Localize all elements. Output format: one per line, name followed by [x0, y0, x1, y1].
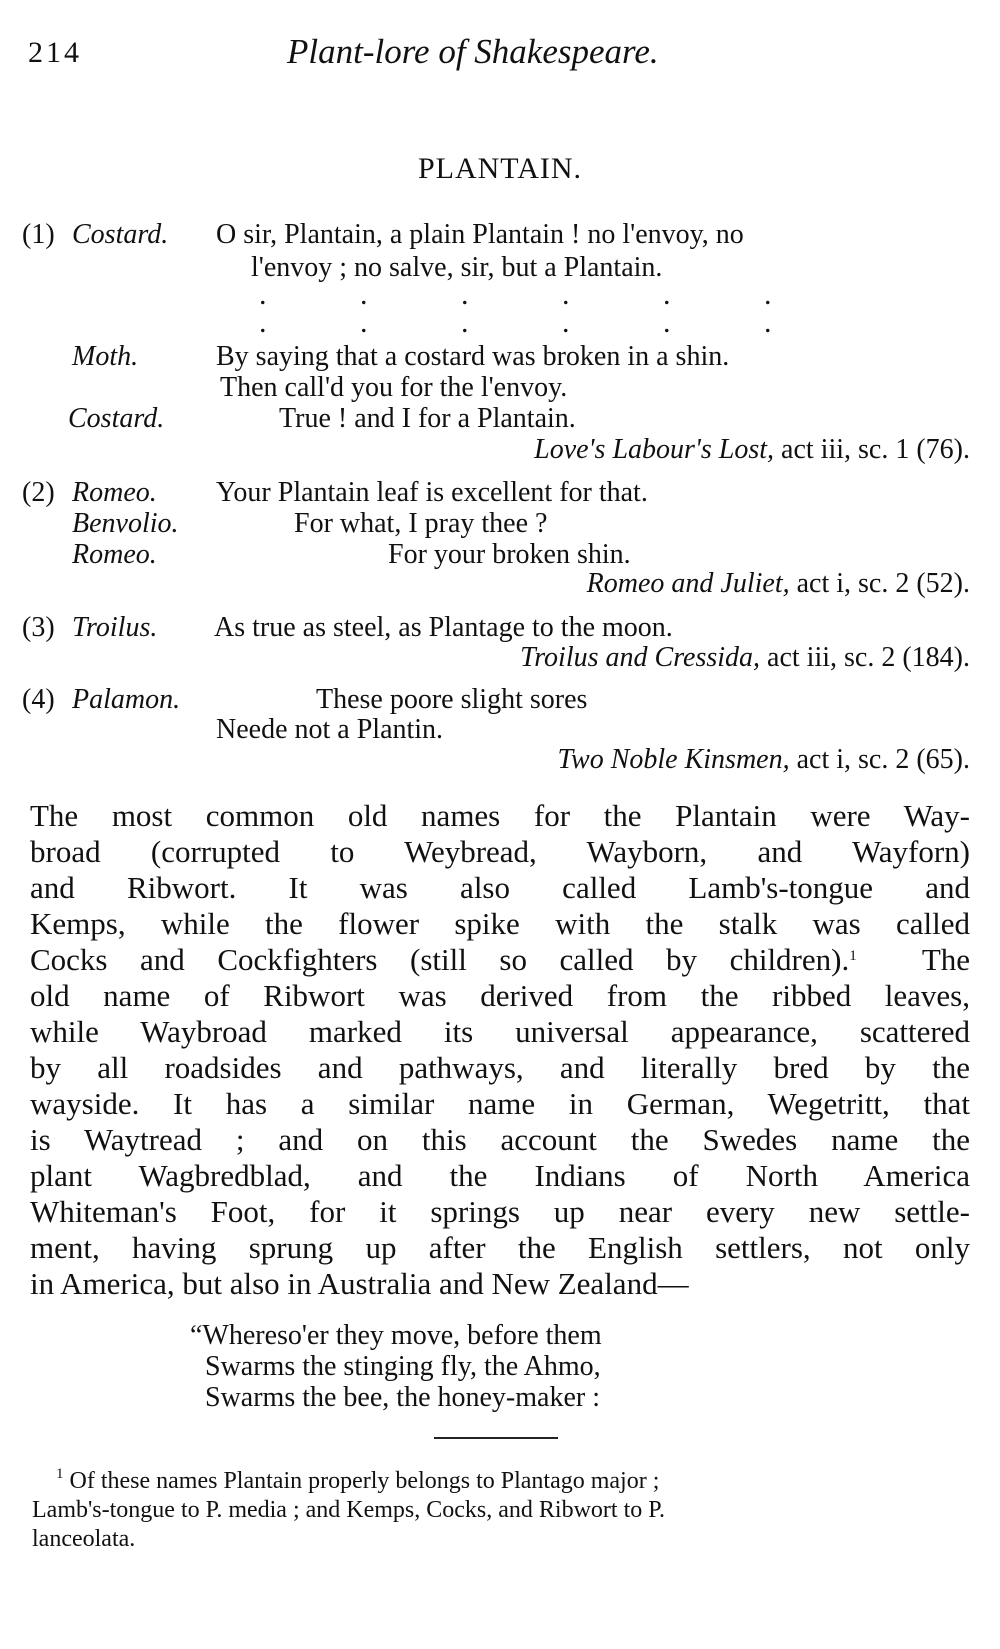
quote-source [587, 568, 970, 600]
quote-line: For your broken shin. [388, 539, 631, 570]
quote-number: (2) [22, 477, 55, 508]
source-ref: act i, sc. 2 (52). [796, 568, 970, 599]
footnote-line [56, 1467, 659, 1495]
quote-line: For what, I pray thee ? [294, 508, 548, 539]
verse-line: “Whereso'er they move, before them [190, 1320, 602, 1351]
quote-line: True ! and I for a Plantain. [279, 403, 576, 434]
speaker-costard: Costard. [68, 403, 165, 434]
footnote-reference[interactable]: 1 [849, 948, 857, 964]
speaker-romeo: Romeo. [72, 539, 157, 570]
verse-line: Swarms the stinging fly, the Ahmo, [205, 1351, 601, 1382]
ellipsis-row: . . . . . . [259, 306, 772, 339]
quote-source [534, 434, 970, 466]
quote-line: l'envoy ; no salve, sir, but a Plantain. [251, 252, 663, 283]
source-ref: act i, sc. 2 (65). [796, 744, 970, 775]
paragraph-line: while Waybroad marked its universal appearance, scattered [30, 1014, 970, 1049]
footnote-text: Of these names Plantain properly belongs to Plantago major ; [69, 1468, 660, 1494]
source-ref: act iii, sc. 2 (184). [767, 642, 970, 673]
paragraph-line-text: Cocks and Cockfighters (still so called by children). [30, 942, 850, 977]
quote-line: Then call'd you for the l'envoy. [220, 372, 568, 403]
paragraph-line: ment, having sprung up after the English settlers, not only [30, 1230, 970, 1265]
paragraph-line-with-footnote [30, 942, 970, 978]
source-play: Love's Labour's Lost, [534, 434, 775, 465]
paragraph-line: Kemps, while the flower spike with the stalk was called [30, 906, 970, 941]
footnote-mark: 1 [56, 1466, 64, 1482]
quote-number: (4) [22, 684, 55, 715]
speaker-costard: Costard. [72, 219, 169, 250]
paragraph-line: by all roadsides and pathways, and literally bred by the [30, 1050, 970, 1085]
quote-line: As true as steel, as Plantage to the moon. [214, 612, 673, 643]
quote-number: (1) [22, 219, 55, 250]
running-title: Plant-lore of Shakespeare. [287, 32, 659, 71]
body-paragraph [30, 798, 970, 1302]
paragraph-line: in America, but also in Australia and New Zealand— [30, 1266, 689, 1301]
quote-line: O sir, Plantain, a plain Plantain ! no l'envoy, no [216, 219, 744, 250]
quote-source [558, 744, 970, 776]
source-ref: act iii, sc. 1 (76). [781, 434, 970, 465]
section-title: PLANTAIN. [417, 152, 583, 185]
page-number: 214 [28, 36, 82, 69]
source-play: Troilus and Cressida, [520, 642, 761, 673]
speaker-moth: Moth. [72, 341, 139, 372]
paragraph-line: is Waytread ; and on this account the Swedes name the [30, 1122, 970, 1157]
footnote-line: Lamb's-tongue to P. media ; and Kemps, Cocks, and Ribwort to P. [32, 1497, 665, 1523]
source-play: Romeo and Juliet, [586, 568, 790, 599]
quote-line: These poore slight sores [316, 684, 588, 715]
speaker-romeo: Romeo. [72, 477, 157, 508]
quote-source [520, 642, 970, 674]
paragraph-line: and Ribwort. It was also called Lamb's-tongue and [30, 870, 970, 905]
paragraph-line-tail: The [921, 942, 971, 977]
footnote-line: lanceolata. [32, 1526, 136, 1552]
speaker-troilus: Troilus. [72, 612, 158, 643]
speaker-palamon: Palamon. [72, 684, 181, 715]
verse-line: Swarms the bee, the honey-maker : [205, 1382, 600, 1413]
paragraph-line: plant Wagbredblad, and the Indians of North America [30, 1158, 970, 1193]
quote-number: (3) [22, 612, 55, 643]
paragraph-line: The most common old names for the Plantain were Way- [30, 798, 970, 833]
paragraph-line: old name of Ribwort was derived from the ribbed leaves, [30, 978, 970, 1013]
paragraph-line: broad (corrupted to Weybread, Wayborn, and Wayforn) [30, 834, 970, 869]
speaker-benvolio: Benvolio. [72, 508, 179, 539]
quote-line: By saying that a costard was broken in a shin. [216, 341, 730, 372]
source-play: Two Noble Kinsmen, [557, 744, 790, 775]
paragraph-line: Whiteman's Foot, for it springs up near every new settle- [30, 1194, 970, 1229]
ellipsis-row: . . . . . . [259, 278, 772, 311]
quote-line: Your Plantain leaf is excellent for that. [216, 477, 648, 508]
paragraph-line: wayside. It has a similar name in German, Wegetritt, that [30, 1086, 970, 1121]
footnote-divider [434, 1437, 558, 1439]
quote-line: Neede not a Plantin. [216, 714, 444, 745]
